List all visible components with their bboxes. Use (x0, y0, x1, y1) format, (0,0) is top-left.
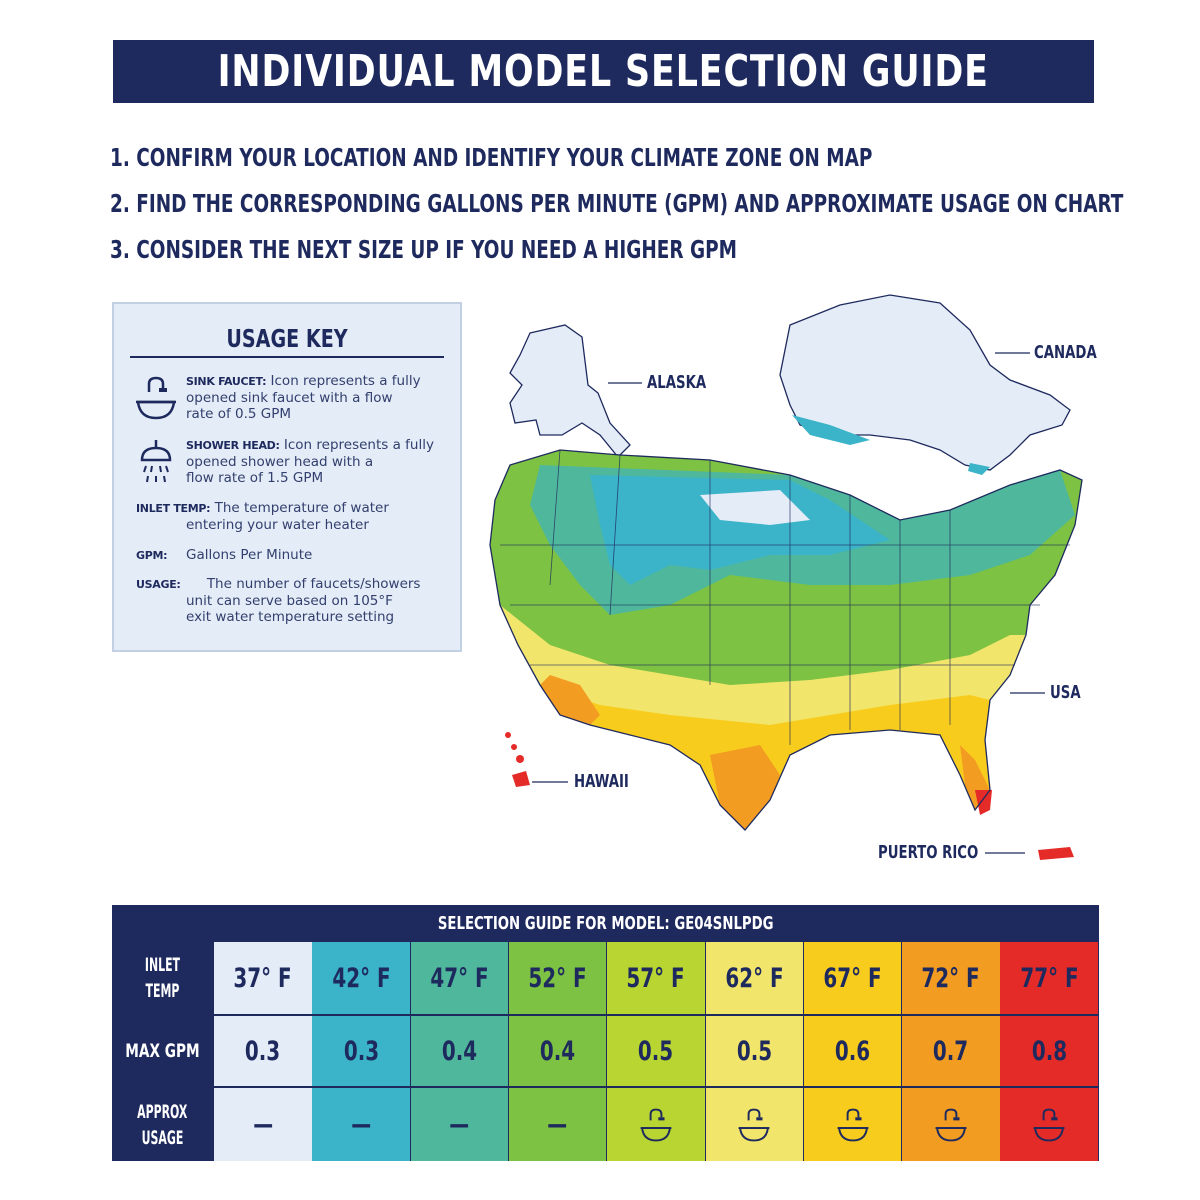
table-column (706, 942, 804, 1161)
max-gpm-cell: 0.5 (736, 1035, 772, 1067)
step-3: 3. CONSIDER THE NEXT SIZE UP IF YOU NEED A HIGHER GPM (110, 235, 738, 264)
max-gpm-cell: 0.3 (343, 1035, 379, 1067)
usage-key-sink-faucet: SINK FAUCET: Icon represents a fully opened sink faucet with a flow rate of 0.5 GPM (186, 373, 421, 422)
climate-map-graphic (470, 285, 1110, 875)
row-header-max-gpm: MAX GPM (124, 1040, 200, 1062)
instruction-steps (110, 135, 1124, 273)
inlet-temp-cell: 72° F (921, 962, 980, 994)
usage-key-panel (112, 302, 462, 652)
max-gpm-cell: 0.8 (1031, 1035, 1067, 1067)
row-header-approx-usage: APPROX USAGE (136, 1100, 188, 1149)
approx-usage-cell (902, 1088, 1000, 1161)
usage-key-shower-head: SHOWER HEAD: Icon represents a fully opened shower head with a flow rate of 1.5 GPM (186, 437, 434, 486)
usage-key-usage: USAGE: The number of faucets/showers unit can serve based on 105°F exit water temperature setting (136, 576, 421, 625)
usa-label: USA (1050, 682, 1081, 703)
usage-key-gpm: GPM: Gallons Per Minute (136, 547, 313, 563)
table-column (902, 942, 1000, 1161)
table-title: SELECTION GUIDE FOR MODEL: GE04SNLPDG (437, 913, 774, 934)
approx-usage-cell (1000, 1088, 1098, 1161)
inlet-temp-cell: 67° F (823, 962, 882, 994)
approx-usage-cell (607, 1088, 705, 1161)
table-column (804, 942, 902, 1161)
usage-key-divider (130, 356, 444, 358)
approx-usage-cell: — (252, 1109, 273, 1140)
table-column (312, 942, 410, 1161)
step-2: 2. FIND THE CORRESPONDING GALLONS PER MINUTE (GPM) AND APPROXIMATE USAGE ON CHART (110, 189, 1124, 218)
max-gpm-cell: 0.3 (245, 1035, 281, 1067)
alaska-shape (510, 325, 630, 457)
approx-usage-cell: — (351, 1109, 372, 1140)
inlet-temp-cell: 52° F (528, 962, 587, 994)
sink-faucet-icon (1032, 1106, 1066, 1144)
table-column (1000, 942, 1098, 1161)
approx-usage-cell (804, 1088, 902, 1161)
puerto-rico-shape (1038, 847, 1074, 860)
sink-faucet-icon (737, 1106, 771, 1144)
max-gpm-cell: 0.5 (638, 1035, 674, 1067)
max-gpm-cell: 0.4 (441, 1035, 477, 1067)
inlet-temp-cell: 37° F (233, 962, 292, 994)
canada-label: CANADA (1034, 342, 1097, 363)
page-title: INDIVIDUAL MODEL SELECTION GUIDE (217, 46, 990, 97)
max-gpm-cell: 0.4 (539, 1035, 576, 1067)
row-header-inlet-temp: INLET TEMP (144, 954, 180, 1002)
approx-usage-cell: — (547, 1109, 568, 1140)
max-gpm-cell: 0.7 (933, 1035, 969, 1067)
table-column (411, 942, 509, 1161)
inlet-temp-cell: 47° F (430, 962, 489, 994)
inlet-temp-cell: 57° F (626, 962, 686, 994)
usage-key-title: USAGE KEY (226, 324, 348, 353)
alaska-label: ALASKA (647, 372, 707, 393)
table-column (509, 942, 607, 1161)
inlet-temp-cell: 42° F (331, 962, 391, 994)
inlet-temp-cell: 62° F (725, 962, 784, 994)
approx-usage-cell: — (449, 1109, 470, 1140)
step-1: 1. CONFIRM YOUR LOCATION AND IDENTIFY YOUR CLIMATE ZONE ON MAP (110, 143, 873, 172)
sink-faucet-icon (934, 1106, 968, 1144)
usage-key-inlet-temp: INLET TEMP: The temperature of water entering your water heater (136, 500, 389, 533)
puerto-rico-label: PUERTO RICO (878, 842, 979, 863)
selection-guide-table (112, 905, 1099, 1161)
max-gpm-cell: 0.6 (834, 1035, 871, 1067)
title-banner (113, 40, 1094, 103)
table-column (607, 942, 705, 1161)
sink-faucet-icon (836, 1106, 870, 1144)
inlet-temp-cell: 77° F (1020, 962, 1079, 994)
table-column (214, 942, 312, 1161)
approx-usage-cell (706, 1088, 804, 1161)
hawaii-shape (505, 732, 530, 787)
hawaii-label: HAWAII (574, 771, 629, 792)
sink-faucet-icon (639, 1106, 673, 1144)
canada-shape (780, 295, 1070, 470)
climate-zone-map (470, 285, 1110, 875)
